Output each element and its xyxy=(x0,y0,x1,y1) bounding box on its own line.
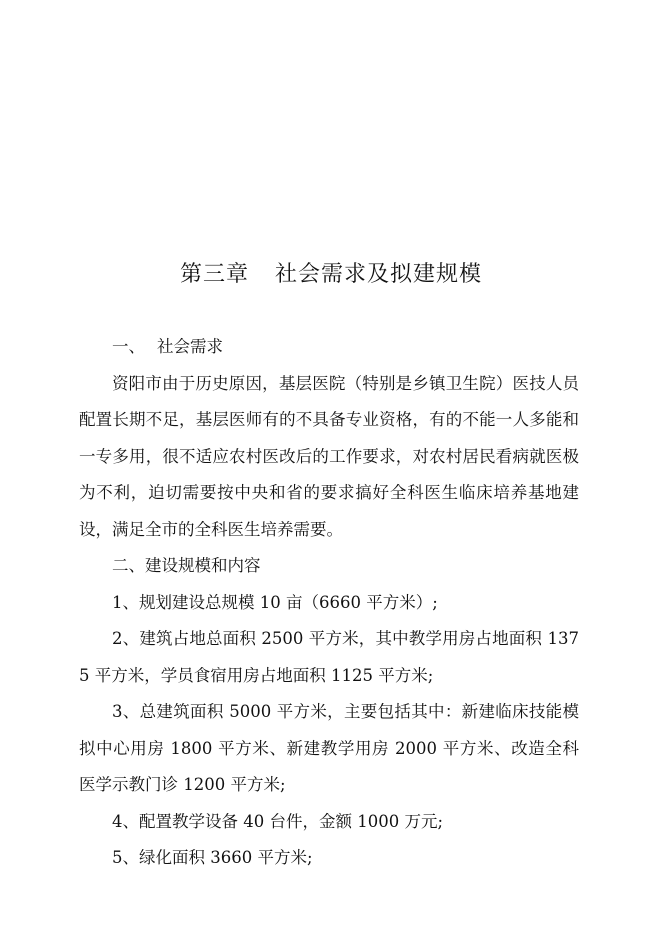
document-body xyxy=(79,329,579,877)
social-demand-paragraph: 资阳市由于历史原因，基层医院（特别是乡镇卫生院）医技人员配置长期不足，基层医师有的不具备专业资格，有的不能一人多能和一专多用，很不适应农村医改后的工作要求，对农村居民看病就医极为不利，迫切需要按中央和省的要求搞好全科医生临床培养基地建设，满足全市的全科医生培养需要。 xyxy=(79,373,579,539)
section-heading-social-demand xyxy=(79,329,579,366)
scale-item: 3、总建筑面积 5000 平方米，主要包括其中：新建临床技能模拟中心用房 1800 平方米、新建教学用房 2000 平方米、改造全科医学示教门诊 1200 平方米; xyxy=(79,702,579,794)
scale-item: 1、规划建设总规模 10 亩（6660 平方米）; xyxy=(112,592,438,612)
section-heading-number: 一、 xyxy=(112,337,145,356)
scale-item: 2、建筑占地总面积 2500 平方米，其中教学用房占地面积 1375 平方米，学员食宿用房占地面积 1125 平方米; xyxy=(79,629,579,685)
section-heading-scale: 二、建设规模和内容 xyxy=(112,556,261,575)
chapter-number: 第三章 xyxy=(179,262,249,287)
chapter-name: 社会需求及拟建规模 xyxy=(275,262,483,287)
scale-item: 5、绿化面积 3660 平方米; xyxy=(112,848,313,867)
scale-item: 4、配置教学设备 40 台件，金额 1000 万元; xyxy=(112,811,444,831)
chapter-title xyxy=(0,260,662,290)
section-heading-text: 社会需求 xyxy=(157,337,223,356)
